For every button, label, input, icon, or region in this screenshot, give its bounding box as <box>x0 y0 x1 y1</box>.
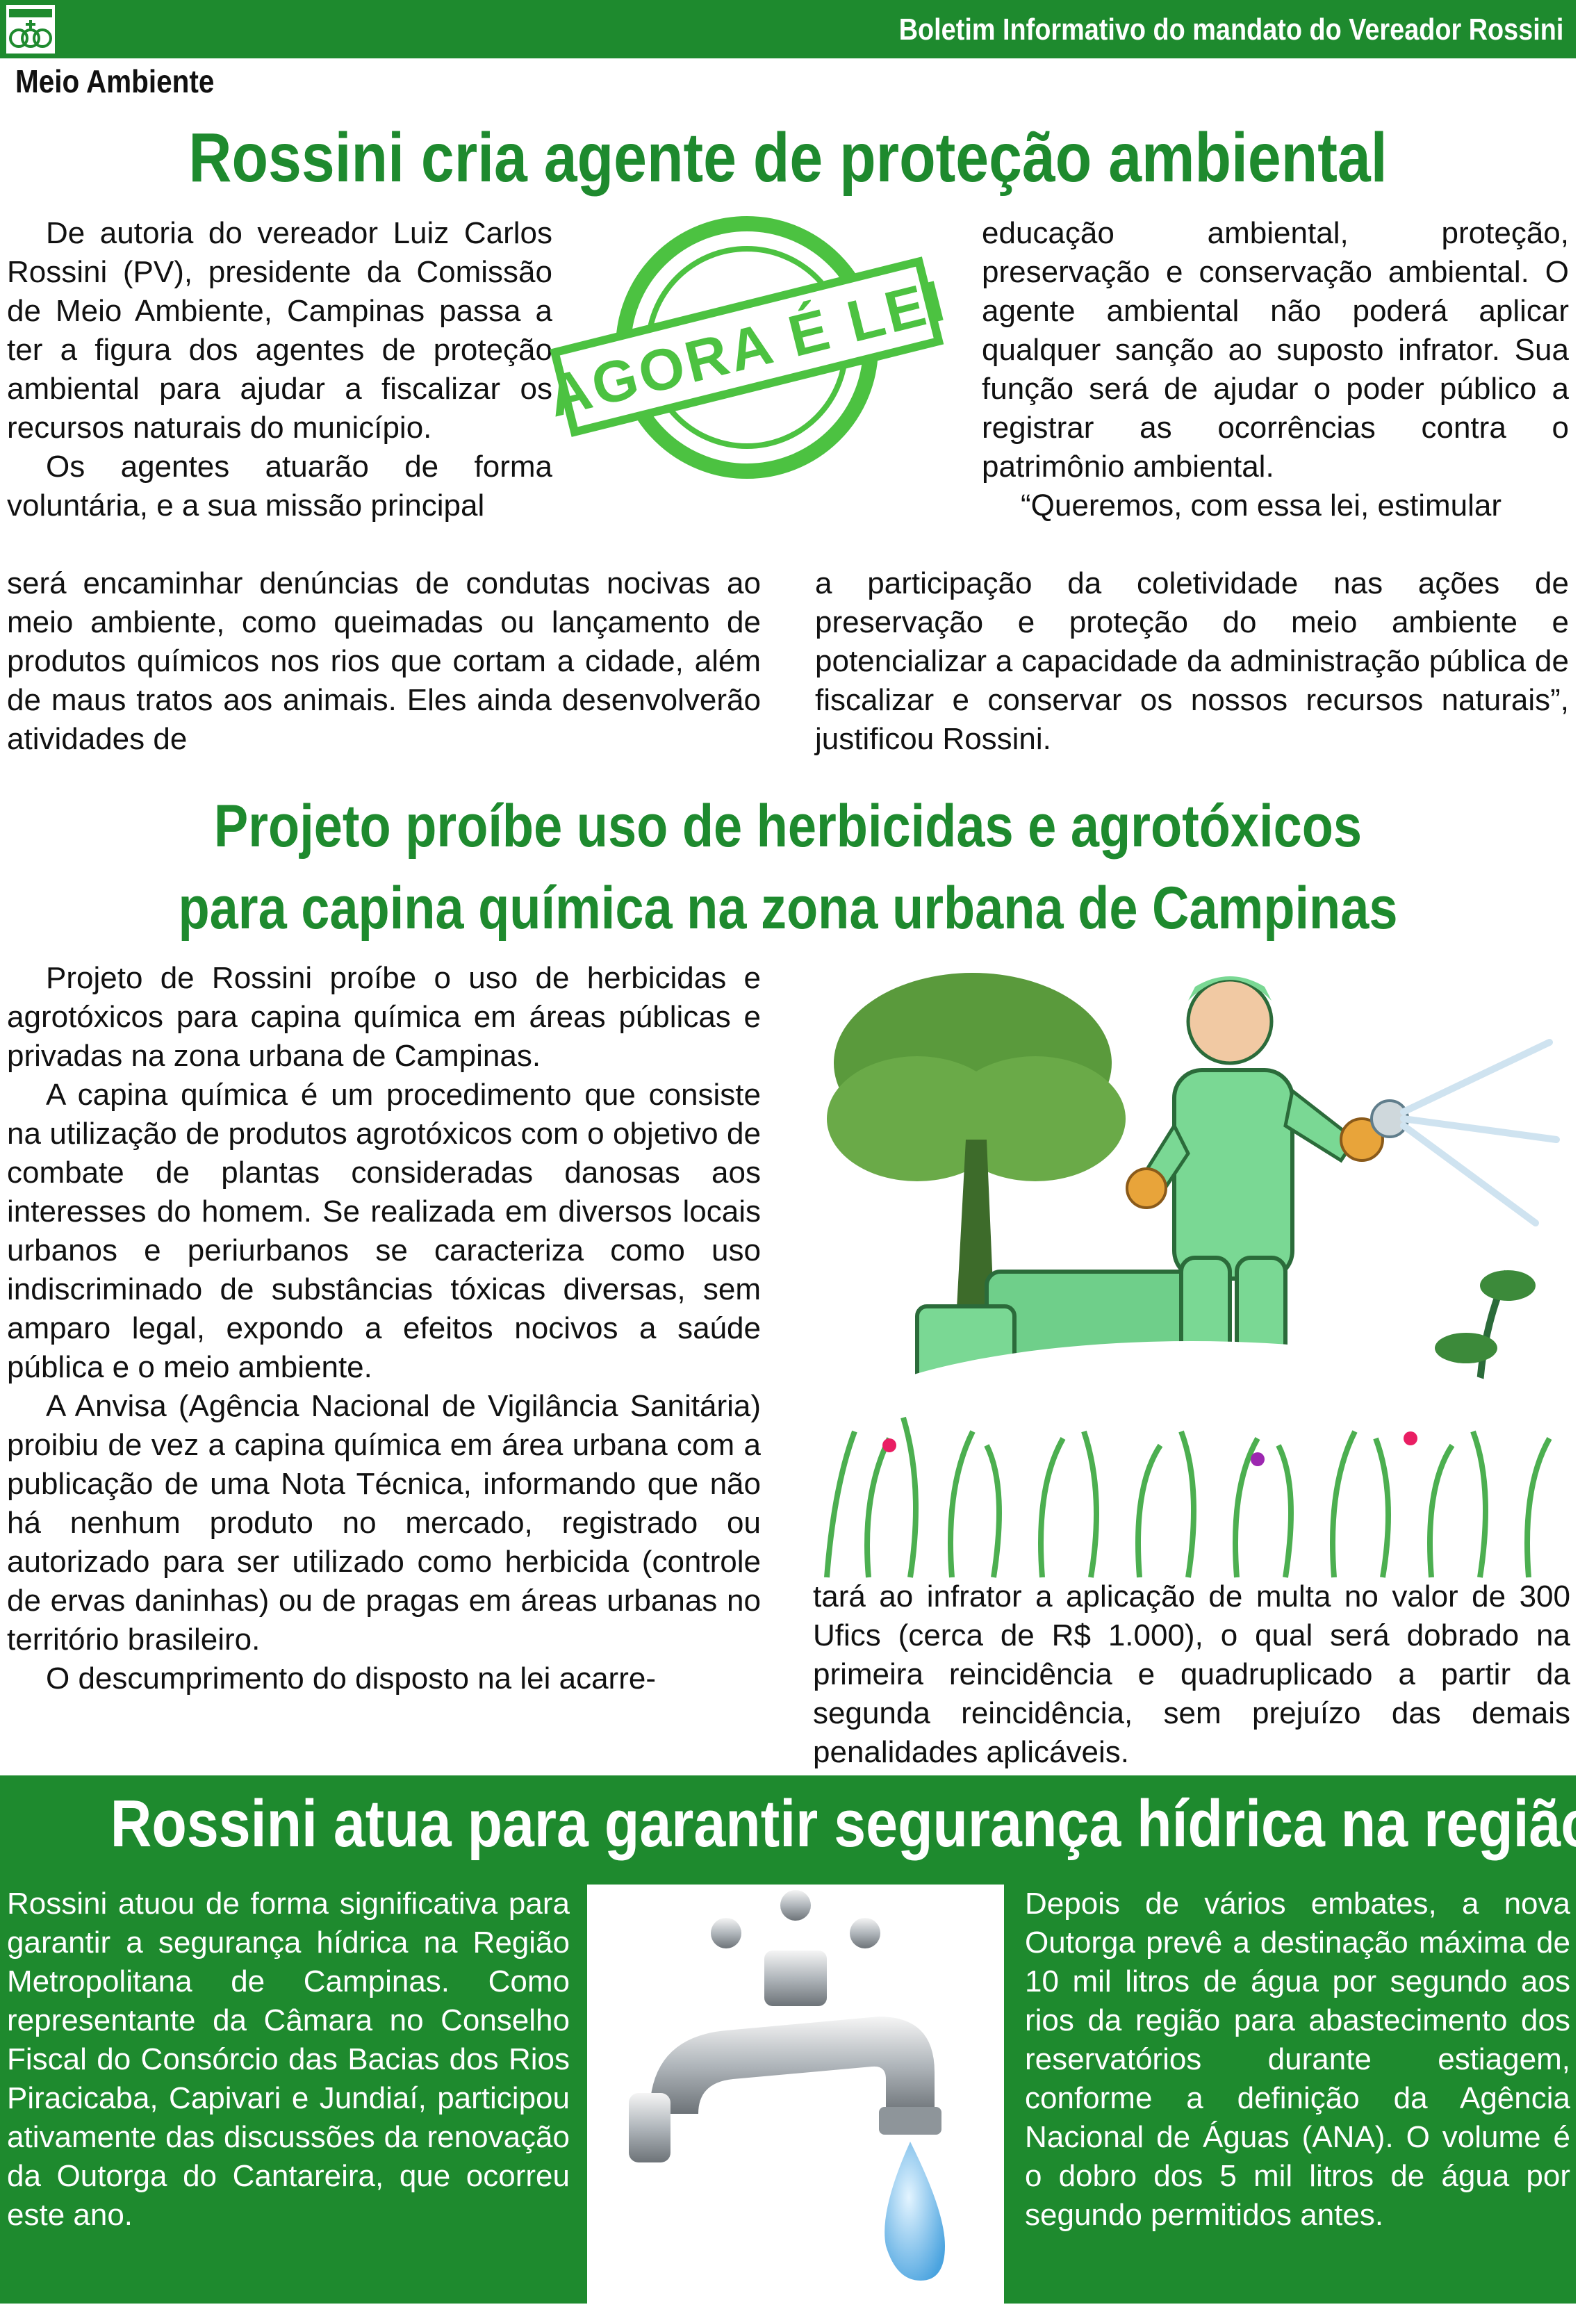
stamp-agora-e-lei-icon <box>541 202 953 493</box>
article1-left-column-top <box>7 214 552 525</box>
article3-title: Rossini atua para garantir segurança hídrica na região <box>110 1787 1596 1861</box>
article1-right-column-bottom <box>815 564 1569 759</box>
article2-paragraph: A capina química é um procedimento que consiste na utilização de produtos agrotóxicos com o objetivo de combate de plantas consideradas danosas aos interesses do homem. Se realizada em diversos locais urbanos e periurbanos se caracteriza como uso indiscriminado de substâncias tóxicas diversas, sem amparo legal, expondo a efeitos nocivos a saúde pública e o meio ambiente. <box>7 1078 761 1384</box>
article2-paragraph: A Anvisa (Agência Nacional de Vigilância Sanitária) proibiu de vez a capina química em área urbana com a publicação de uma Nota Técnica, informando que não há nenhum produto no mercado, registrado ou autorizado para ser utilizado como herbicida (controle de ervas daninhas) ou de pragas em áreas urbanas no território brasileiro. <box>7 1389 761 1657</box>
article2-left-column <box>7 959 761 1698</box>
pv-party-logo-icon <box>4 3 57 56</box>
bulletin-title: Boletim Informativo do mandato do Vereador Rossini <box>898 13 1563 47</box>
article2-title-line1: Projeto proíbe uso de herbicidas e agrotóxicos <box>213 793 1363 860</box>
article3-paragraph: Rossini atuou de forma significativa para garantir a segurança hídrica na Região Metropolitana de Campinas. Como representante da Câmara no Conselho Fiscal do Consórcio das Bacias dos Rios Piracicaba, Capivari e Jundiaí, participou ativamente das discussões da renovação da Outorga do Cantareira, que ocorreu este ano. <box>7 1887 570 2232</box>
article1-paragraph: a participação da coletividade nas ações de preservação e proteção do meio ambiente e potencializar a capacidade da administração pública de fiscalizar e conservar os nossos recursos naturais”, justificou Rossini. <box>815 566 1569 756</box>
water-faucet-icon <box>587 1885 1004 2304</box>
article1-paragraph: De autoria do vereador Luiz Carlos Rossini (PV), presidente da Comissão de Meio Ambiente, Campinas passa a ter a figura dos agentes de proteção ambiental para ajudar a fiscalizar os recursos naturais do município. <box>7 216 552 445</box>
header-bar <box>0 0 1576 58</box>
article3-left-column <box>7 1885 570 2235</box>
article1-paragraph: Os agentes atuarão de forma voluntária, e a sua missão principal <box>7 450 552 523</box>
article2-paragraph: Projeto de Rossini proíbe o uso de herbicidas e agrotóxicos para capina química em áreas públicas e privadas na zona urbana de Campinas. <box>7 961 761 1073</box>
article2-paragraph: tará ao infrator a aplicação de multa no valor de 300 Ufics (cerca de R$ 1.000), o qual será dobrado na primeira reincidência e quadruplicado a partir da segunda reincidência, sem prejuízo das demais penalidades aplicáveis. <box>813 1579 1570 1769</box>
article1-right-column-top <box>982 214 1569 525</box>
article3-right-column <box>1025 1885 1570 2235</box>
stamp-text: AGORA É LEI <box>541 267 953 429</box>
article1-paragraph: educação ambiental, proteção, preservação e conservação ambiental. O agente ambiental não poderá aplicar qualquer sanção ao suposto infrator. Sua função será de ajudar o poder público a registrar as ocorrências contra o patrimônio ambiental. <box>982 216 1569 484</box>
section-label: Meio Ambiente <box>15 63 215 99</box>
article1-paragraph: “Queremos, com essa lei, estimular <box>1021 489 1502 523</box>
article2-right-column <box>813 1577 1570 1772</box>
article1-left-column-bottom <box>7 564 761 759</box>
article1-paragraph: será encaminhar denúncias de condutas nocivas ao meio ambiente, como queimadas ou lançamento de produtos químicos nos rios que cortam a cidade, além de maus tratos aos animais. Eles ainda desenvolverão atividades de <box>7 566 761 756</box>
sprayer-worker-illustration-icon <box>813 959 1570 1577</box>
article2-paragraph: O descumprimento do disposto na lei acarre- <box>46 1661 656 1696</box>
article1-title: Rossini cria agente de proteção ambiental <box>188 119 1388 197</box>
article2-title-line2: para capina química na zona urbana de Campinas <box>178 875 1398 942</box>
article3-paragraph: Depois de vários embates, a nova Outorga prevê a destinação máxima de 10 mil litros de água por segundo aos rios da região para abastecimento dos reservatórios durante estiagem, conforme a definição da Agência Nacional de Águas (ANA). O volume é o dobro dos 5 mil litros de água por segundo permitidos antes. <box>1025 1887 1570 2232</box>
